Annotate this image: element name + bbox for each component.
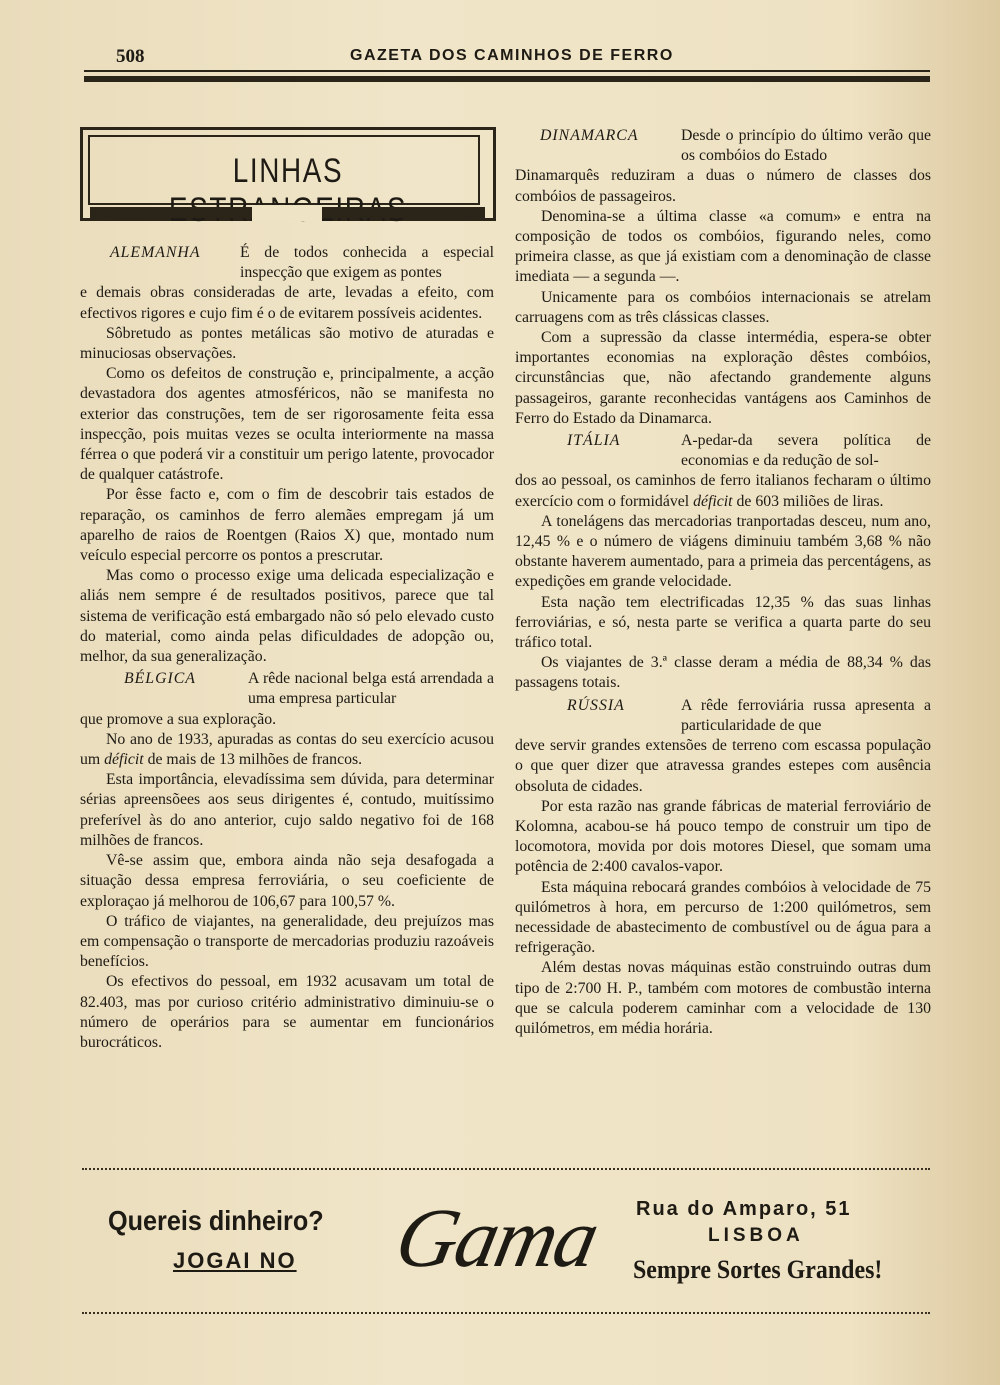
- journal-title: GAZETA DOS CAMINHOS DE FERRO: [350, 47, 674, 64]
- country-heading: ALEMANHA: [110, 244, 201, 261]
- ad-slogan: Sempre Sortes Grandes!: [633, 1255, 883, 1284]
- paragraph: [80, 730, 494, 770]
- lead-text: É de todos conhecida a especial inspecção que exigem as pontes: [240, 244, 494, 282]
- paragraph: deve servir grandes extensões de terreno com escassa população o que quer dizer que atravessa grandes estepes com ausência obsoluta de cidades.: [515, 737, 931, 795]
- text-run: dos ao pessoal, os caminhos de ferro italianos fecharam o último exercício com o formidável: [515, 472, 931, 510]
- article-dinamarca-lead: [515, 126, 931, 166]
- paragraph: Vê-se assim que, embora ainda não seja desafogada a situação dessa empresa ferroviária, o seu coeficiente de exploraçao já melhorou de 106,67 para 100,57 %.: [80, 852, 494, 910]
- paragraph: A tonelágens das mercadorias tranportadas desceu, num ano, 12,45 % e o número de viágens diminuiu também 3,68 % não obstante haverem aumentado, para a primeia das percentágens, as expedições em grande velocidade.: [515, 512, 931, 591]
- lead-text: A rêde ferroviária russa apresenta a particularidade de que: [681, 696, 931, 734]
- paragraph: Mas como o processo exige uma delicada especialização e aliás nem sempre é de resultados positivos, parece que tal sistema de verificação está embargado não só pelo elevado custo do material, como ainda pelas dificuldades de adopção ou, melhor, da sua generalização.: [80, 567, 494, 666]
- paragraph: Além destas novas máquinas estão construindo outras dum tipo de 2:700 H. P., também com motores de combustão interna que se calcula poderem caminhar com a velocidade de 130 quilómetros, em média horária.: [515, 959, 931, 1037]
- emphasis: déficit: [104, 751, 144, 769]
- paragraph: Sôbretudo as pontes metálicas são motivo de aturadas e minuciosas observações.: [80, 324, 494, 363]
- country-heading: BÉLGICA: [124, 670, 196, 688]
- article-alemanha-lead: [80, 243, 494, 283]
- country-heading: DINAMARCA: [540, 127, 639, 144]
- country-heading: ITÁLIA: [567, 432, 621, 450]
- article-italia-lead: [515, 431, 931, 471]
- paragraph: [515, 471, 931, 511]
- paragraph: Dinamarquês reduziram a duas o número de classes dos combóios de passageiros.: [515, 167, 931, 205]
- section-title: LINHAS: [232, 152, 344, 190]
- ad-headline: Quereis dinheiro?: [108, 1205, 324, 1236]
- section-title-box: [80, 127, 496, 224]
- paragraph: O tráfico de viajantes, na generalidade, deu prejuízos mas em compensação o transporte de mercadorias produziu razoáveis benefícios.: [80, 912, 494, 971]
- paragraph: Esta importância, elevadíssima sem dúvida, para determinar sérias apreensõees aos seus dirigentes é, contudo, muitíssimo preferível às do ano anterior, cujo saldo negativo foi de 168 milhões de francos.: [80, 771, 494, 849]
- page-number: 508: [116, 46, 145, 67]
- title-frame-gap: [252, 205, 322, 221]
- right-column: [515, 126, 931, 1039]
- article-belgica-lead: [80, 669, 494, 709]
- ad-address-line2: LISBOA: [708, 1225, 804, 1246]
- paragraph: Os viajantes de 3.ª classe deram a média de 88,34 % das passagens totais.: [515, 654, 931, 692]
- header-rule-thin: [84, 70, 930, 72]
- emphasis: déficit: [693, 492, 733, 510]
- text-run: de 603 miliões de liras.: [732, 492, 884, 510]
- lead-text: Desde o princípio do último verão que os combóios do Estado: [681, 127, 931, 165]
- paragraph: que promove a sua exploração.: [80, 710, 277, 728]
- paragraph: Por êsse facto e, com o fim de descobrir tais estados de reparação, os caminhos de ferro alemães empregam já um aparelho de raios de Roentgen (Raios X) que, montado num veículo especial percorre os pontos a prescrutar.: [80, 486, 494, 565]
- paragraph: Com a supressão da classe intermédia, espera-se obter importantes economias na exploração dêstes combóios, circunstâncias que, não afectando grandemente alguns passageiros, garante reconhecidas vantágens aos Caminhos de Ferro do Estado da Dinamarca.: [515, 329, 931, 427]
- ad-subline: JOGAI NO: [173, 1248, 297, 1273]
- paragraph: Por esta razão nas grande fábricas de material ferroviário de Kolomna, acabou-se há pouco tempo de construir um tipo de locomotora, movida por dois motores Diesel, que somam uma potência de 2:400 cavalos-vapor.: [515, 797, 931, 876]
- paragraph: Esta nação tem electrificadas 12,35 % das suas linhas ferroviárias, e só, nesta parte se verifica a quarta parte do seu tráfico total.: [515, 593, 931, 652]
- paragraph: Os efectivos do pessoal, em 1932 acusavam um total de 82.403, mas por curioso critério administrativo diminuiu-se o número de operários para se aumentar em funcionários burocráticos.: [80, 973, 494, 1051]
- country-heading: RÚSSIA: [567, 696, 625, 714]
- paragraph: Denomina-se a última classe «a comum» e entra na composição de todos os combóios, figurando neles, como primeira classe, as que já existiam com a denominação de classe imediata — a segunda —.: [515, 207, 931, 286]
- paragraph: Como os defeitos de construção e, principalmente, a acção devastadora dos agentes atmosféricos, não se manifesta no exterior das construções, tem de ser rigorosamente feita essa inspecção, pois muitas vezes se oculta interiormente na massa férrea o que poderá vir a constituir um perigo latente, provocador de qualquer catástrofe.: [80, 365, 494, 484]
- article-russia-lead: [515, 696, 931, 736]
- header-rule-thick: [84, 76, 930, 82]
- text-run: No ano de 1933, apuradas as contas do seu exercício acusou um: [80, 730, 494, 769]
- text-run: de mais de 13 milhões de francos.: [143, 751, 363, 769]
- left-column: [80, 243, 494, 1053]
- paragraph: Unicamente para os combóios internacionais se atrelam carruagens com as três clássicas classes.: [515, 288, 931, 326]
- lead-text: A rêde nacional belga está arrendada a uma empresa particular: [248, 670, 494, 708]
- paragraph: e demais obras consideradas de arte, levadas a efeito, com efectivos rigores e cujo fim é o de evitarem possíveis acidentes.: [80, 284, 494, 322]
- lead-text: A-pedar-da severa política de economias e da redução de sol-: [681, 432, 931, 470]
- gama-logo: Gama: [388, 1192, 606, 1285]
- paragraph: Esta máquina rebocará grandes combóios à velocidade de 75 quilómetros à hora, em percurso de 1:200 quilómetros, sem necessidade de abastecimento de combustível ou de água para a refrigeração.: [515, 878, 931, 957]
- ad-address-line1: Rua do Amparo, 51: [636, 1198, 852, 1220]
